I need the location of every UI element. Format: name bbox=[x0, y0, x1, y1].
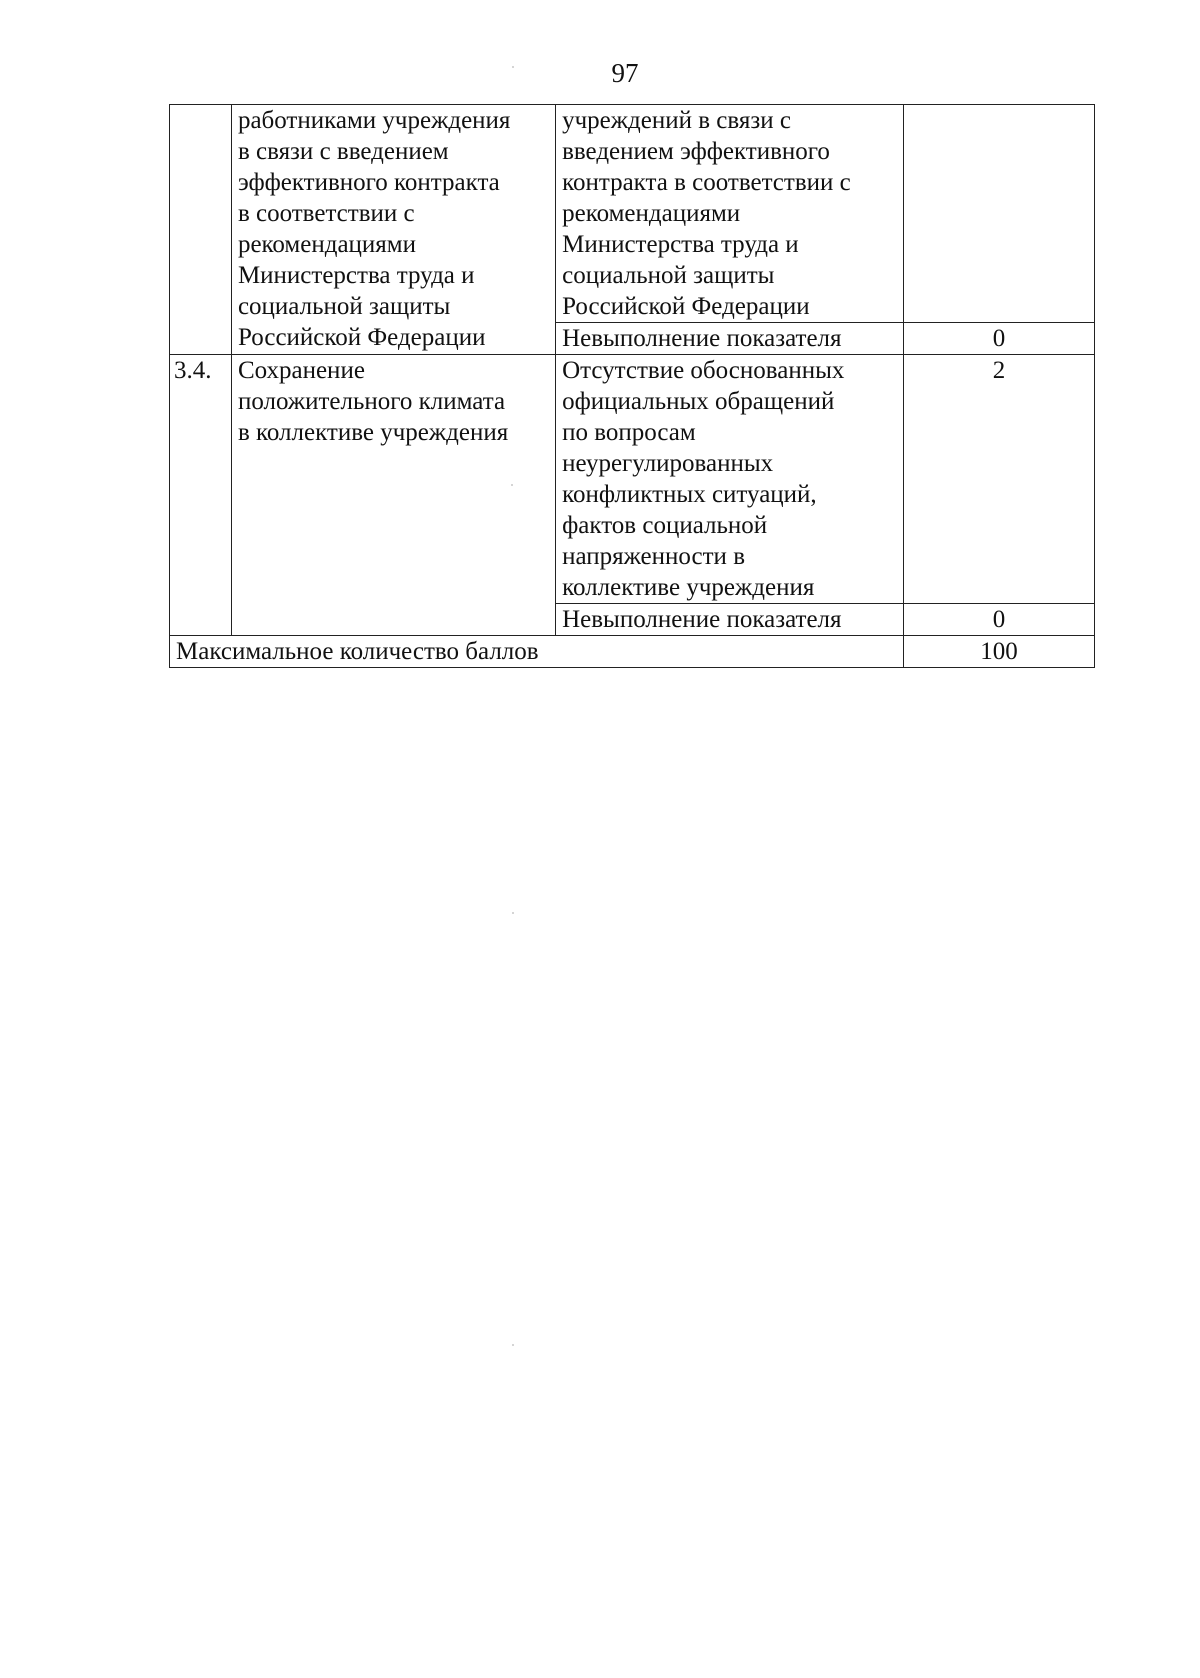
criteria-table bbox=[169, 104, 1095, 668]
condition-not-met-cell: Невыполнение показателя bbox=[556, 604, 904, 636]
score-not-met-cell: 0 bbox=[904, 323, 1095, 355]
page-number: 97 bbox=[611, 58, 639, 88]
row-number-cell: 3.4. bbox=[170, 355, 232, 636]
table-row bbox=[170, 636, 1095, 668]
score-not-met-cell: 0 bbox=[904, 604, 1095, 636]
indicator-name-cell: работниками учреждения в связи с введением эффективного контракта в соответствии с рекомендациями Министерства труда и социальной защиты Российской Федерации bbox=[231, 105, 555, 355]
score-met-cell bbox=[904, 105, 1095, 323]
scan-speck bbox=[512, 1344, 514, 1346]
scan-speck bbox=[512, 912, 514, 914]
condition-not-met-cell: Невыполнение показателя bbox=[556, 323, 904, 355]
row-number-cell bbox=[170, 105, 232, 355]
total-label-cell: Максимальное количество баллов bbox=[170, 636, 904, 668]
condition-met-cell: учреждений в связи с введением эффективного контракта в соответствии с рекомендациями Министерства труда и социальной защиты Российской Федерации bbox=[556, 105, 904, 323]
scan-speck bbox=[512, 66, 514, 68]
total-value-cell: 100 bbox=[904, 636, 1095, 668]
score-met-cell: 2 bbox=[904, 355, 1095, 604]
condition-met-cell: Отсутствие обоснованных официальных обращений по вопросам неурегулированных конфликтных ситуаций, фактов социальной напряженности в коллективе учреждения bbox=[556, 355, 904, 604]
scan-speck bbox=[511, 484, 513, 486]
indicator-name-cell: Сохранение положительного климата в коллективе учреждения bbox=[231, 355, 555, 636]
table-row bbox=[170, 355, 1095, 604]
table-row bbox=[170, 105, 1095, 323]
